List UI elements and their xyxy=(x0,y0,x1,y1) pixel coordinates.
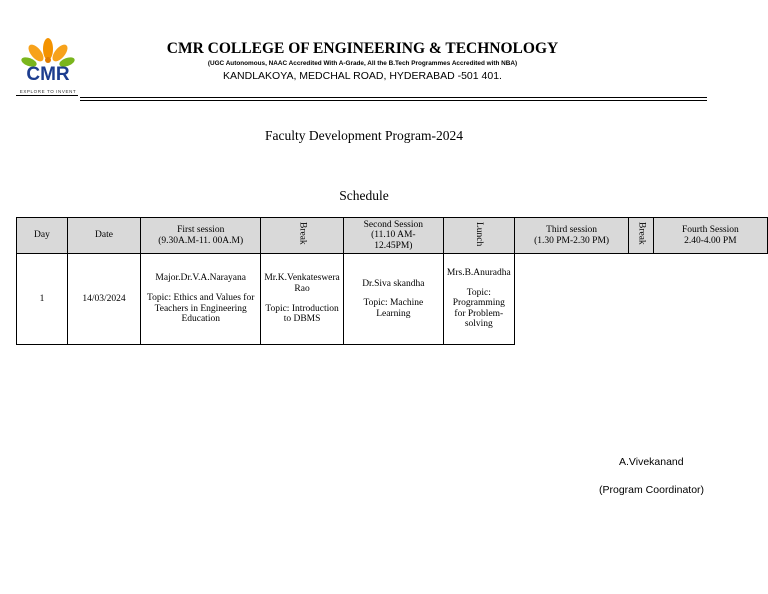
header-day: Day xyxy=(17,218,68,254)
third-session-time: (1.30 PM-2.30 PM) xyxy=(534,235,610,246)
break-column-2 xyxy=(629,218,653,254)
third-topic: Topic: Machine Learning xyxy=(363,298,424,319)
first-topic: Topic: Ethics and Values for Teachers in Engineering Education xyxy=(147,292,255,325)
header-divider-second xyxy=(80,100,707,101)
page-title: Faculty Development Program-2024 xyxy=(265,128,463,143)
college-address: KANDLAKOYA, MEDCHAL ROAD, HYDERABAD -501 401. xyxy=(223,70,502,82)
first-session-time: (9.30A.M-11. 00A.M) xyxy=(158,235,244,246)
lunch-label: Lunch xyxy=(474,221,485,246)
header-divider xyxy=(80,97,707,98)
cell-second-session xyxy=(261,254,343,345)
second-session-time-a: (11.10 AM- xyxy=(371,230,416,241)
logo-text: CMR xyxy=(26,64,70,85)
header-fourth-session xyxy=(653,218,767,254)
header-date: Date xyxy=(67,218,140,254)
fourth-session-time: 2.40-4.00 PM xyxy=(684,235,737,246)
second-topic: Topic: Introduction to DBMS xyxy=(265,303,339,325)
coordinator-role: (Program Coordinator) xyxy=(599,484,705,496)
coordinator-name: A.Vivekanand xyxy=(619,456,684,468)
break-column-1 xyxy=(261,218,343,254)
cell-date: 14/03/2024 xyxy=(67,254,140,345)
fourth-session-label: Fourth Session xyxy=(681,224,739,235)
cell-third-session xyxy=(343,254,443,345)
logo-tagline: EXPLORE TO INVENT xyxy=(19,89,77,94)
logo-rule xyxy=(16,95,78,96)
third-session-label: Third session xyxy=(546,224,598,235)
second-session-label: Second Session xyxy=(363,219,424,230)
accreditation-text: (UGC Autonomous, NAAC Accredited With A-Grade, All the B.Tech Programmes Accredited with NBA) xyxy=(207,60,518,67)
header-second-session xyxy=(343,218,443,254)
schedule-table xyxy=(16,217,768,345)
fourth-speaker: Mrs.B.Anuradha xyxy=(446,267,511,278)
schedule-heading: Schedule xyxy=(339,188,389,203)
fourth-topic: Topic: Programming for Problem-solving xyxy=(452,287,505,330)
table-row xyxy=(17,254,768,345)
second-session-time-b: 12.45PM) xyxy=(374,240,413,251)
cell-first-session xyxy=(141,254,261,345)
cell-fourth-session xyxy=(443,254,514,345)
table-header-row xyxy=(17,218,768,254)
header-first-session xyxy=(141,218,261,254)
college-name: CMR COLLEGE OF ENGINEERING & TECHNOLOGY xyxy=(166,40,559,57)
break-label-2: Break xyxy=(636,222,647,246)
break-label-1: Break xyxy=(297,222,308,246)
cell-day: 1 xyxy=(17,254,68,345)
lunch-column xyxy=(443,218,514,254)
third-speaker: Dr.Siva skandha xyxy=(362,278,425,289)
first-speaker: Major.Dr.V.A.Narayana xyxy=(155,273,246,284)
first-session-label: First session xyxy=(177,224,225,235)
second-speaker: Mr.K.Venkateswera Rao xyxy=(264,273,340,294)
header-third-session xyxy=(514,218,629,254)
